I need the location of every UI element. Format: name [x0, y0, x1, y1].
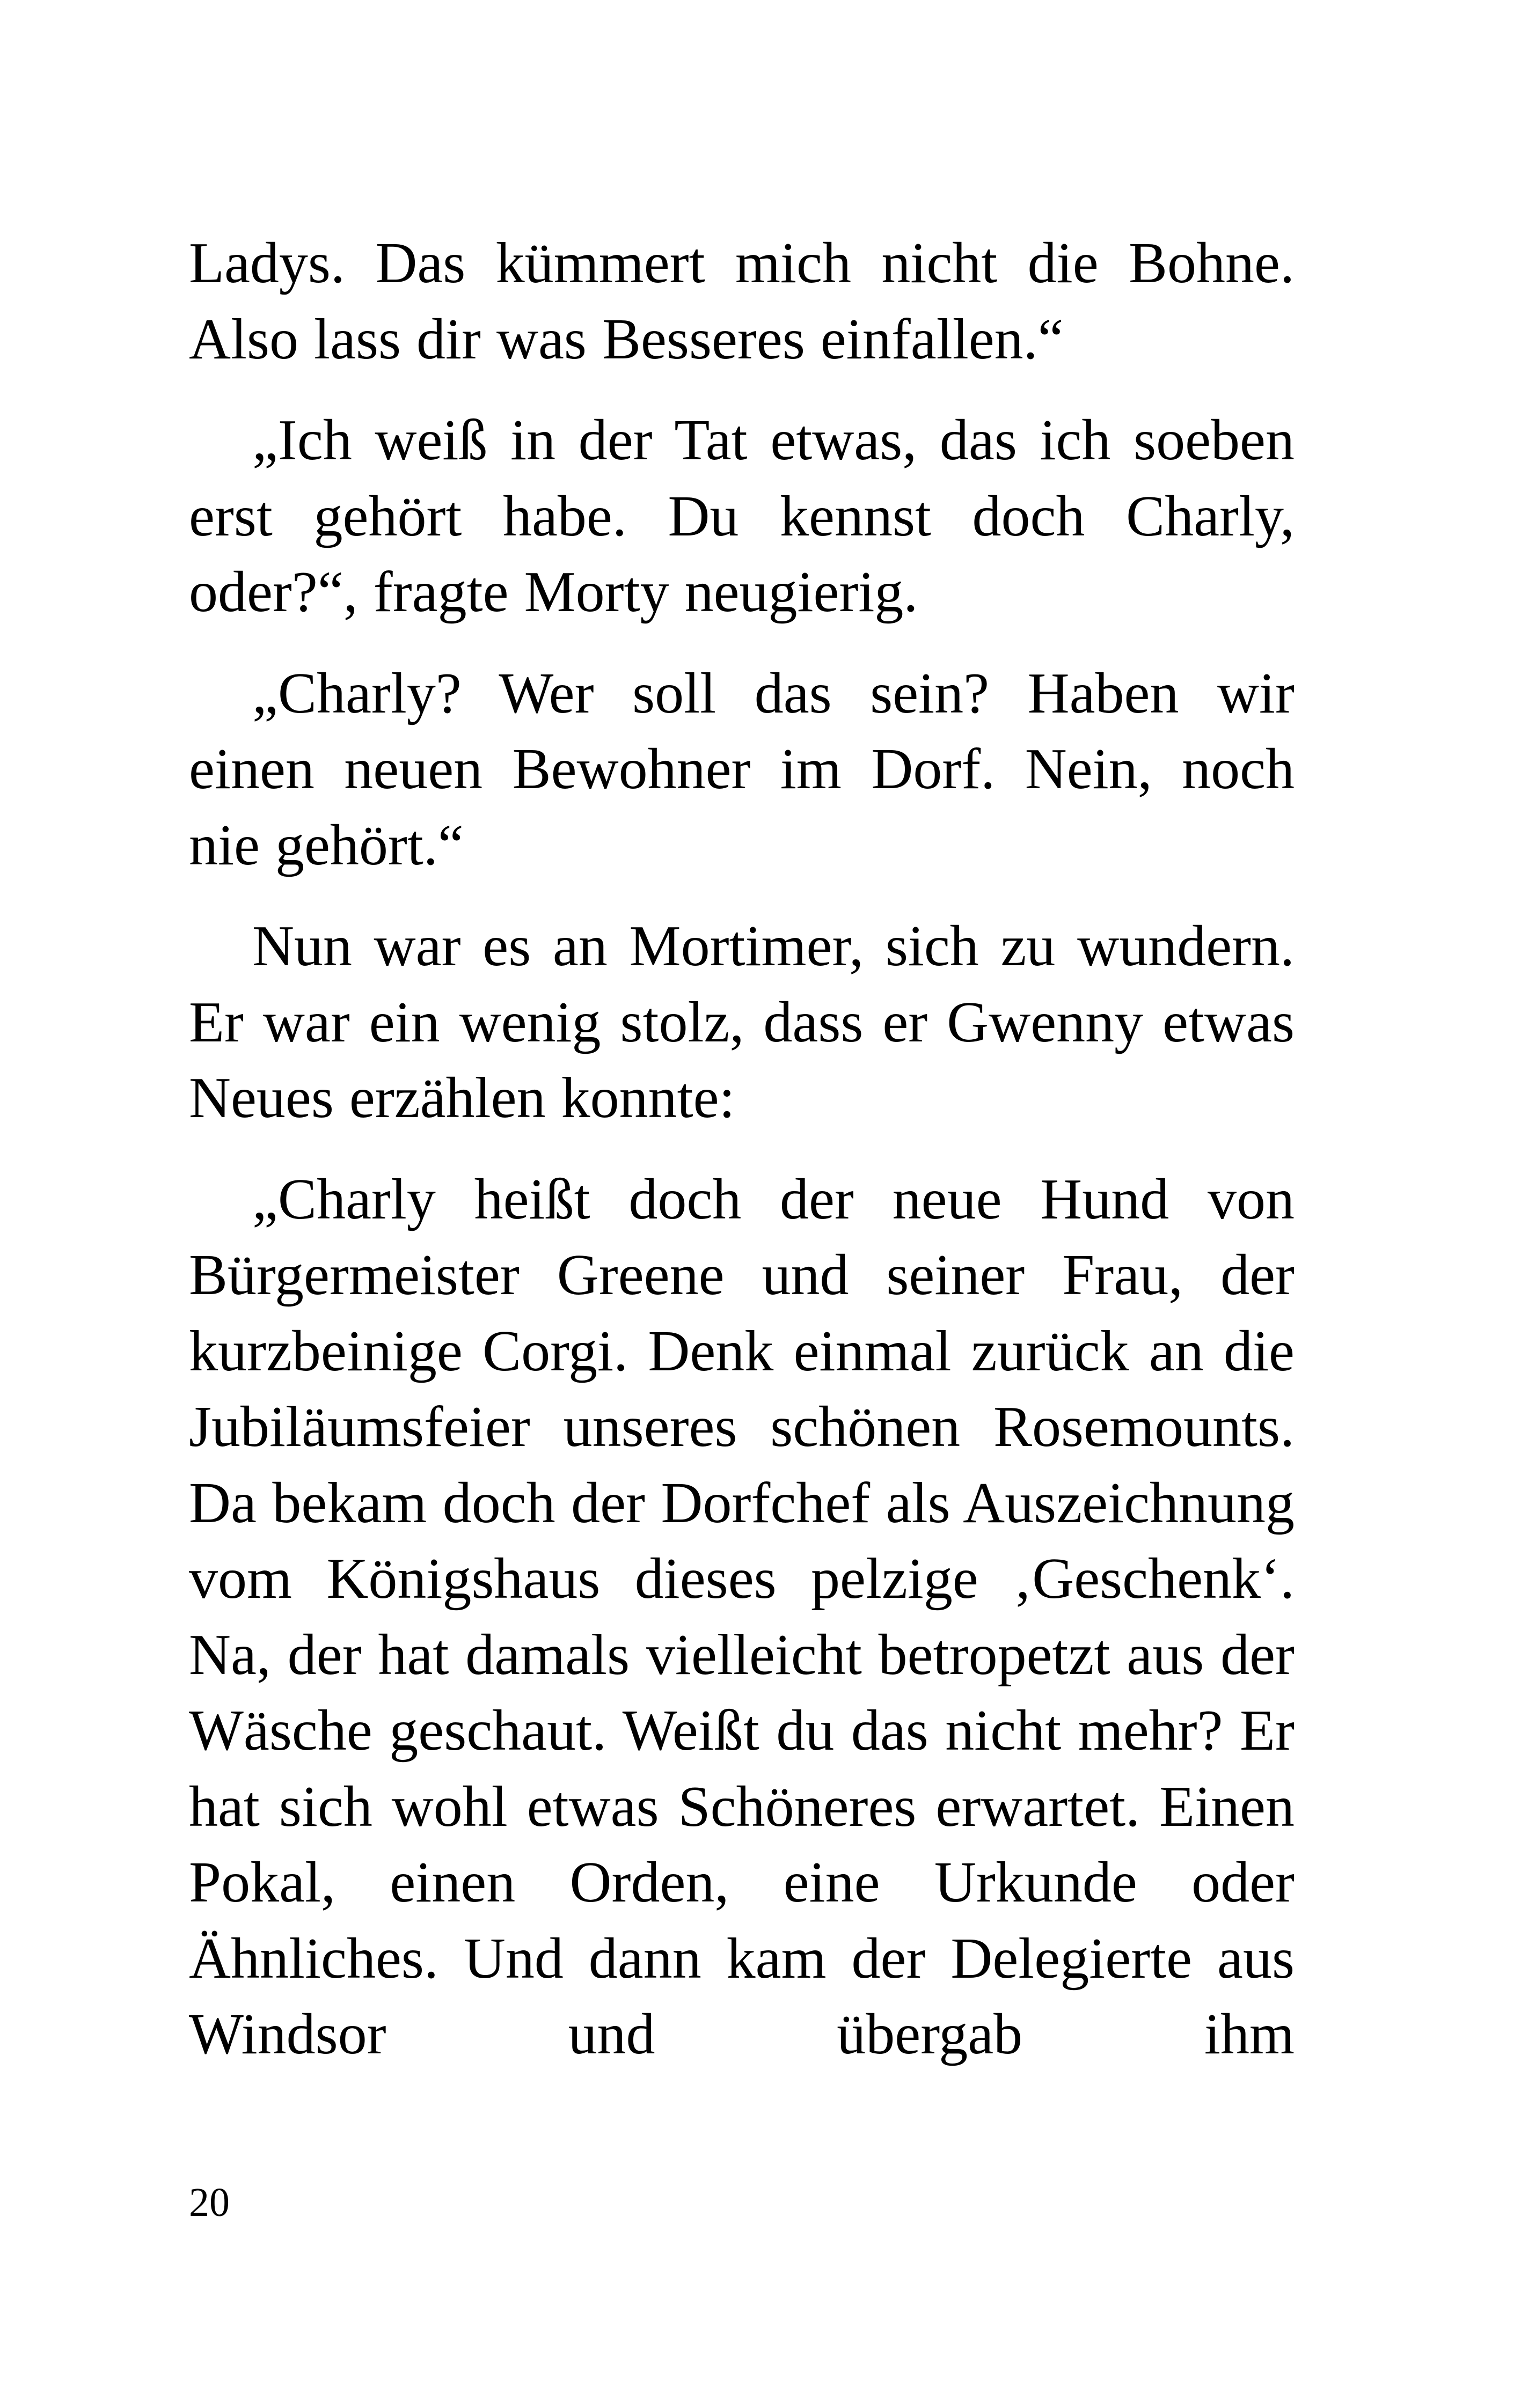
paragraph-1: Ladys. Das kümmert mich nicht die Bohne. Also lass dir was Besseres einfallen.“ [189, 231, 1295, 371]
page-number: 20 [189, 2180, 230, 2225]
paragraph-4: Nun war es an Mortimer, sich zu wundern. Er war ein wenig stolz, dass er Gwenny etwas Neues erzählen konnte: [189, 914, 1295, 1130]
paragraph-2: „Ich weiß in der Tat etwas, das ich soeben erst gehört habe. Du kennst doch Charly, oder?“, fragte Morty neugierig. [189, 408, 1295, 624]
paragraph-5: „Charly heißt doch der neue Hund von Bürgermeister Greene und seiner Frau, der kurzbeinige Corgi. Denk einmal zurück an die Jubiläumsfeier unseres schönen Rosemounts. Da bekam doch der Dorfchef als Auszeichnung vom Königshaus dieses pelzige ‚Geschenk‘. Na, der hat damals vielleicht betropetzt aus der Wäsche geschaut. Weißt du das nicht mehr? Er hat sich wohl etwas Schöneres erwartet. Einen Pokal, einen Orden, eine Urkunde oder Ähnliches. Und dann kam der Delegierte aus Windsor und übergab ihm [189, 1167, 1295, 2066]
paragraph-3: „Charly? Wer soll das sein? Haben wir einen neuen Bewohner im Dorf. Nein, noch nie gehört.“ [189, 661, 1295, 877]
page-body [189, 225, 1295, 2098]
